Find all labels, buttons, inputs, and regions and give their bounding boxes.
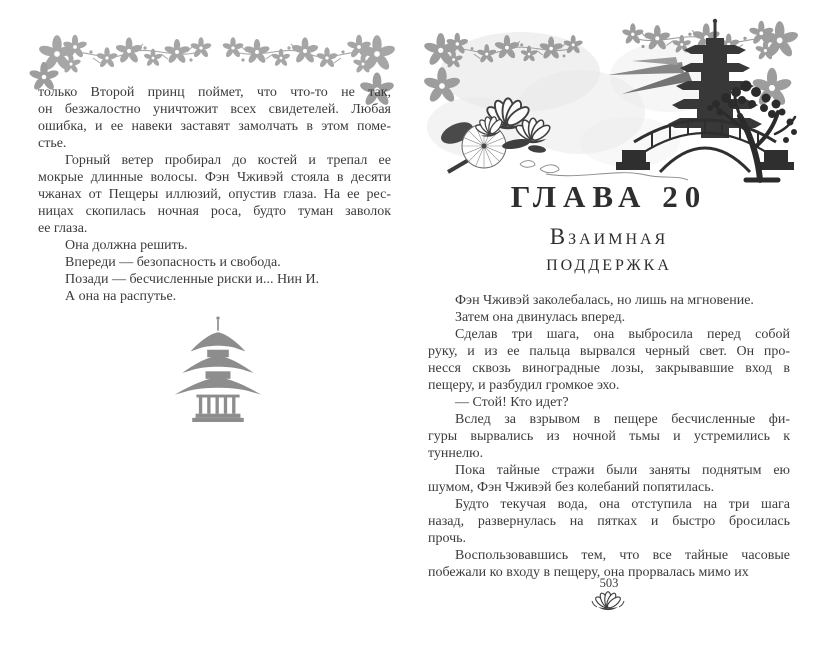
text-line: Пока тайные стражи были заняты поднятым ею bbox=[455, 463, 790, 478]
book-paragraph bbox=[428, 309, 790, 326]
page-number: 503 bbox=[599, 576, 619, 590]
text-line: Горный ветер пробирал до костей и трепал ее bbox=[65, 153, 391, 168]
book-paragraph bbox=[38, 271, 391, 288]
chapter-subtitle-line: Взаимная bbox=[549, 224, 669, 249]
text-line: чжанах от Пещеры иллюзий, опустив глаза. На ее рес- bbox=[38, 187, 391, 202]
text-line: Впереди — безопасность и свобода. bbox=[65, 255, 281, 270]
right-page bbox=[410, 0, 820, 661]
text-line: А она на распутье. bbox=[65, 289, 177, 304]
text-line: Она должна решить. bbox=[65, 238, 188, 253]
book-paragraph bbox=[38, 237, 391, 254]
text-line: назад, развернулась на пятках и быстро бросилась bbox=[428, 514, 790, 529]
text-line: Будто текучая вода, она отступила на три шага bbox=[455, 497, 790, 512]
text-line: Позади — бесчисленные риски и... Нин И. bbox=[65, 272, 320, 287]
text-line: пещеру, и разбудил громкое эхо. bbox=[428, 378, 620, 393]
book-paragraph bbox=[428, 326, 790, 394]
text-line: Воспользовавшись тем, что все тайные часовые bbox=[455, 548, 790, 563]
book-paragraph bbox=[38, 288, 391, 305]
text-line: ошибка, и ее навеки заставят замолчать в этом поме- bbox=[38, 119, 391, 134]
chapter-subtitle-line: поддержка bbox=[546, 250, 672, 275]
chapter-subtitle bbox=[428, 224, 790, 276]
text-line: ее глаза. bbox=[38, 221, 88, 236]
book-paragraph bbox=[38, 152, 391, 237]
book-paragraph bbox=[38, 254, 391, 271]
text-line: ницах скопилась ночная роса, будто туман заволок bbox=[38, 204, 391, 219]
text-line: туннелю. bbox=[428, 446, 484, 461]
right-page-text bbox=[428, 292, 790, 581]
text-line: руку, и из ее пальца вырвался черный свет. Он про- bbox=[428, 344, 790, 359]
chapter-heading: ГЛАВА 20 bbox=[510, 179, 708, 214]
text-line: — Стой! Кто идет? bbox=[455, 395, 569, 410]
text-line: мокрые длинные волосы. Фэн Чживэй стояла в десяти bbox=[38, 170, 391, 185]
book-paragraph bbox=[428, 394, 790, 411]
text-line: гуры вырвались из ночной тьмы и устремились к bbox=[428, 429, 790, 444]
book-paragraph bbox=[428, 411, 790, 462]
floral-garland-ornament bbox=[40, 32, 212, 78]
text-line: шумом, Фэн Чживэй без колебаний попятилась. bbox=[428, 480, 715, 495]
text-line: Сделав три шага, она выбросила перед собой bbox=[455, 327, 790, 342]
text-line: прочь. bbox=[428, 531, 467, 546]
book-paragraph bbox=[38, 84, 391, 152]
text-line: Вслед за взрывом в пещере бесчисленные фи- bbox=[455, 412, 790, 427]
text-line: Фэн Чживэй заколебалась, но лишь на мгновение. bbox=[455, 293, 754, 308]
text-line: побежали ко входу в пещеру, она прорвалась мимо их bbox=[428, 565, 749, 580]
book-paragraph bbox=[428, 292, 790, 309]
text-line: он безжалостно уничтожит всех свидетелей. Любая bbox=[38, 102, 391, 117]
book-paragraph bbox=[428, 496, 790, 547]
book-paragraph bbox=[428, 462, 790, 496]
text-line: несся сквозь виноградные лозы, закрывавшие вход в bbox=[428, 361, 790, 376]
text-line: стье. bbox=[38, 136, 67, 151]
left-page-text bbox=[38, 84, 391, 305]
text-line: только Второй принц поймет, что что-то не так, bbox=[38, 85, 391, 100]
text-line: Затем она двинулась вперед. bbox=[455, 310, 626, 325]
pagoda-illustration bbox=[168, 314, 268, 422]
chapter-header-illustration bbox=[420, 12, 800, 184]
lotus-ornament bbox=[591, 591, 625, 611]
